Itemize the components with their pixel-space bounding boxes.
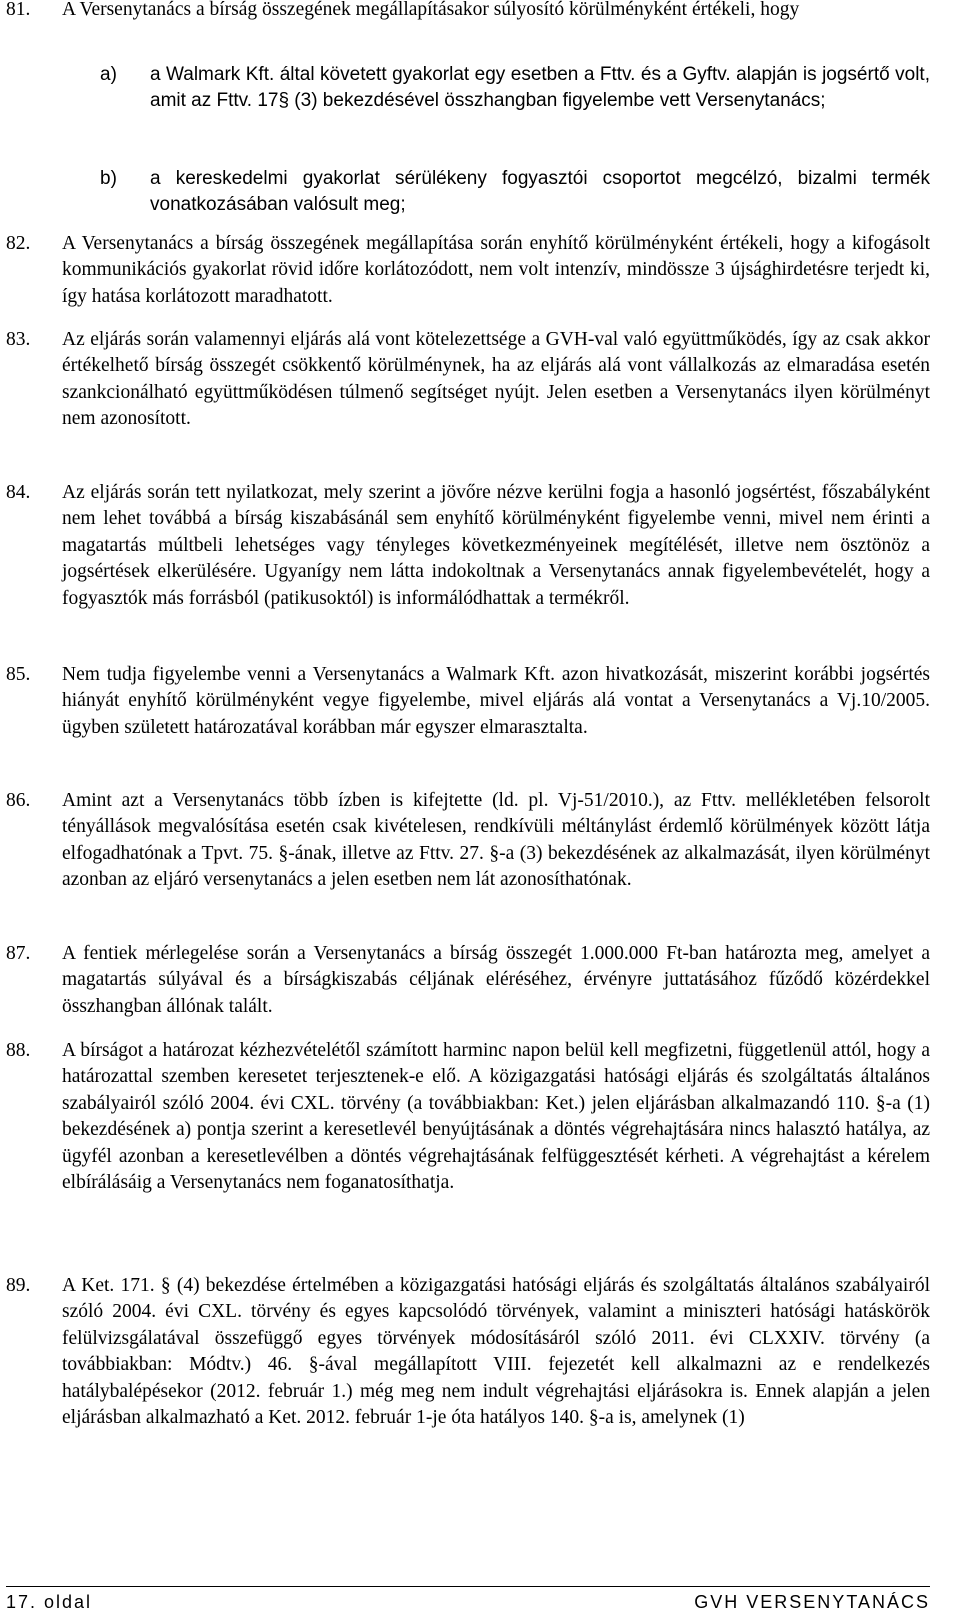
paragraph-text: A Versenytanács a bírság összegének megállapításakor súlyosító körülményként értékeli, hogy <box>62 0 800 20</box>
paragraph-text: Amint azt a Versenytanács több ízben is kifejtette (ld. pl. Vj-51/2010.), az Fttv. mellékletében felsorolt tényállások megvalósítása esetén csak kivételesen, rendkívüli méltánylást érdemlő körülmények között látja elfogadhatónak a Tpvt. 75. §-ának, illetve az Fttv. 27. §-a (3) bekezdésének az alkalmazását, ilyen körülményt azonban az eljáró versenytanács a jelen esetben nem lát azonosíthatónak. <box>62 790 930 891</box>
paragraph-83 <box>6 327 930 433</box>
paragraph-text: A bírságot a határozat kézhezvételétől számított harminc napon belül kell megfizetni, függetlenül attól, hogy a határozattal szemben keresetet terjesztenek-e elő. A közigazgatási hatósági eljárás és szolgáltatás általános szabályairól szóló 2004. évi CXL. törvény (a továbbiakban: Ket.) jelen eljárásban alkalmazandó 110. §-a (1) bekezdésének a) pontja szerint a keresetlevél benyújtásának a döntés végrehajtására nincs halasztó hatálya, az ügyfél azonban a keresetlevélben a döntés végrehajtásának felfüggesztését kérheti. A végrehajtást a kérelem elbírálásáig a Versenytanács nem foganatosíthatja. <box>62 1040 930 1194</box>
paragraph-number: 82. <box>6 233 31 254</box>
paragraph-84 <box>6 480 930 612</box>
paragraph-number: 89. <box>6 1275 31 1296</box>
footer-organization: GVH VERSENYTANÁCS <box>694 1592 930 1612</box>
list-item-text: a kereskedelmi gyakorlat sérülékeny fogyasztói csoportot megcélzó, bizalmi termék vonatkozásában valósult meg; <box>150 168 930 216</box>
paragraph-text: A Versenytanács a bírság összegének megállapítása során enyhítő körülményként értékeli, hogy a kifogásolt kommunikációs gyakorlat rövid időre korlátozódott, nem volt intenzív, mindössze 3 újsághirdetésre terjedt ki, így hatása korlátozott maradhatott. <box>62 233 930 307</box>
paragraph-82 <box>6 231 930 310</box>
footer-page-number: 17. oldal <box>6 1592 93 1612</box>
paragraph-number: 86. <box>6 790 31 811</box>
paragraph-number: 81. <box>6 0 31 20</box>
paragraph-text: Az eljárás során tett nyilatkozat, mely szerint a jövőre nézve kerülni fogja a hasonló jogsértést, főszabályként nem lehet továbbá a bírság kiszabásánál sem enyhítő körülményként figyelembe venni, mivel nem érinti a magatartás múltbeli lehetséges vagy tényleges következményeinek megítélését, illetve nem ösztönöz a jogsértések elkerülésére. Ugyanígy nem látta indokoltnak a Versenytanács annak figyelembevételét, hogy a fogyasztók más forrásból (patikusoktól) is informálódhattak a termékről. <box>62 482 930 609</box>
paragraph-number: 83. <box>6 329 31 350</box>
list-item-b <box>100 166 930 219</box>
list-item-text: a Walmark Kft. által követett gyakorlat egy esetben a Fttv. és a Gyftv. alapján is jogsértő volt, amit az Fttv. 17§ (3) bekezdésével összhangban figyelembe vett Versenytanács; <box>150 64 930 112</box>
list-item-label: a) <box>100 64 117 85</box>
paragraph-88 <box>6 1038 930 1196</box>
paragraph-86 <box>6 788 930 894</box>
paragraph-81 <box>6 0 930 23</box>
paragraph-number: 88. <box>6 1040 31 1061</box>
paragraph-number: 85. <box>6 664 31 685</box>
paragraph-number: 87. <box>6 943 31 964</box>
list-item-a <box>100 62 930 115</box>
paragraph-text: A Ket. 171. § (4) bekezdése értelmében a közigazgatási hatósági eljárás és szolgáltatás általános szabályairól szóló 2004. évi CXL. törvény és egyes kapcsolódó törvények, valamint a miniszteri hatósági hatáskörök felülvizsgálatával összefüggő egyes törvények módosításáról szóló 2011. évi CLXXIV. törvény (a továbbiakban: Módtv.) 46. §-ával megállapított VIII. fejezetét kell alkalmazni az e rendelkezés hatálybalépésekor (2012. február 1.) még meg nem indult végrehajtási eljárásokra is. Ennek alapján a jelen eljárásban alkalmazható a Ket. 2012. február 1-je óta hatályos 140. §-a is, amelynek (1) <box>62 1275 930 1429</box>
footer-divider <box>6 1586 930 1587</box>
paragraph-number: 84. <box>6 482 31 503</box>
paragraph-87 <box>6 941 930 1020</box>
paragraph-text: Az eljárás során valamennyi eljárás alá vont kötelezettsége a GVH-val való együttműködés, így az csak akkor értékelhető bírság összegét csökkentő körülménynek, ha az eljárás alá vont vállalkozás az elmaradása esetén szankcionálható együttműködésen túlmenő segítséget nyújt. Jelen esetben a Versenytanács ilyen körülményt nem azonosított. <box>62 329 930 430</box>
list-item-label: b) <box>100 168 117 189</box>
paragraph-85 <box>6 662 930 741</box>
paragraph-text: Nem tudja figyelembe venni a Versenytanács a Walmark Kft. azon hivatkozását, miszerint korábbi jogsértés hiányát enyhítő körülményként vegye figyelembe, mivel eljárás alá vontat a Versenytanács a Vj.10/2005. ügyben született határozatával korábban már egyszer elmarasztalta. <box>62 664 930 738</box>
paragraph-89 <box>6 1273 930 1431</box>
paragraph-text: A fentiek mérlegelése során a Versenytanács a bírság összegét 1.000.000 Ft-ban határozta meg, amelyet a magatartás súlyával és a bírságkiszabás céljának eléréséhez, érvényre juttatásához fűződő közérdekkel összhangban állónak talált. <box>62 943 930 1017</box>
